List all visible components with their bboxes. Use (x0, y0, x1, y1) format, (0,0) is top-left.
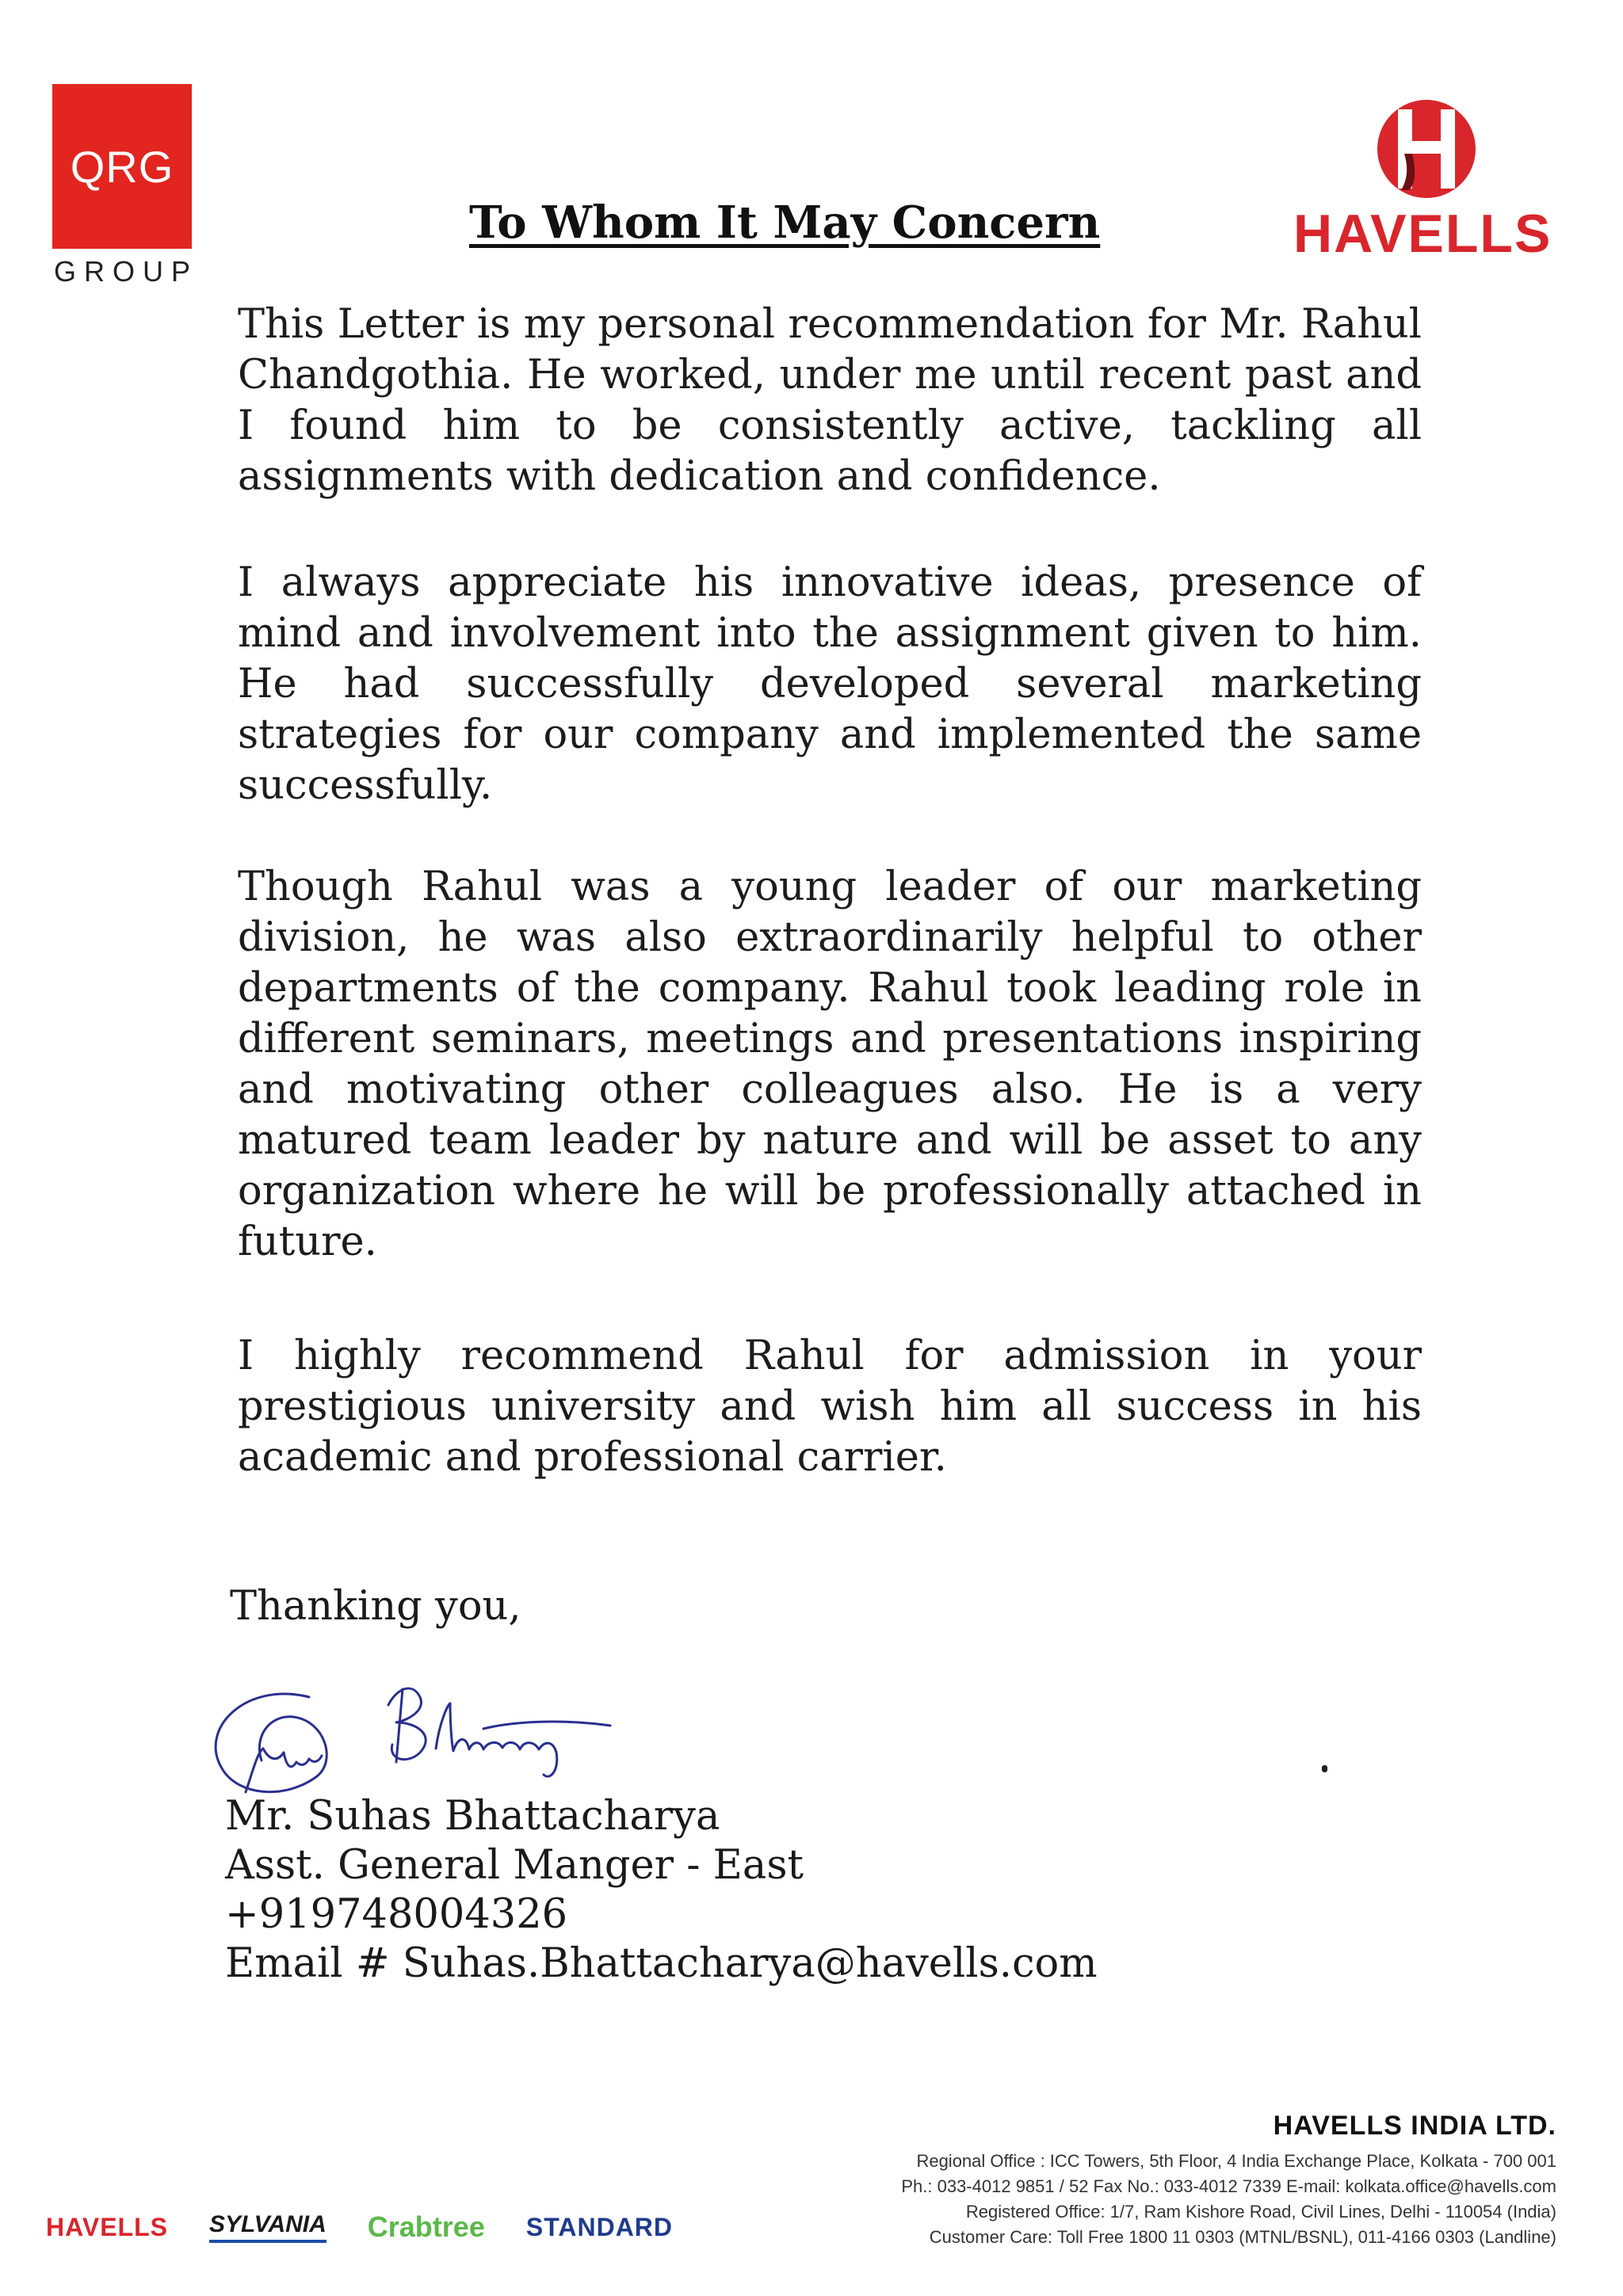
letter-title: To Whom It May Concern (469, 196, 1101, 249)
footer-line: Registered Office: 1/7, Ram Kishore Road, Civil Lines, Delhi - 110054 (India) (965, 2202, 1556, 2222)
brand-crabtree: Crabtree (367, 2210, 485, 2243)
paragraph-4: I highly recommend Rahul for admission in your prestigious university and wish him all success in his academic and professional carrier. (238, 1333, 1422, 1481)
brand-sylvania: SYLVANIA (209, 2211, 327, 2243)
signer-phone: +919748004326 (225, 1891, 568, 1938)
havells-wordmark: HAVELLS (1293, 204, 1552, 264)
closing: Thanking you, (230, 1583, 521, 1630)
footer-line: Regional Office : ICC Towers, 5th Floor, 4 India Exchange Place, Kolkata - 700 001 (916, 2151, 1556, 2171)
qrg-group-label: GROUP (54, 255, 199, 288)
signature-block (225, 1792, 1098, 1989)
ink-dot (1322, 1765, 1327, 1772)
signer-name: Mr. Suhas Bhattacharya (225, 1793, 720, 1840)
brand-standard: STANDARD (525, 2212, 674, 2241)
signer-designation: Asst. General Manger - East (225, 1842, 804, 1889)
paragraph-2: I always appreciate his innovative ideas, presence of mind and involvement into the assignment given to him. He had successfully developed several marketing strategies for our company and implemented the same successfully. (238, 559, 1422, 809)
brand-strip (46, 2210, 673, 2244)
signer-email: Email # Suhas.Bhattacharya@havells.com (225, 1940, 1098, 1987)
footer-line: Ph.: 033-4012 9851 / 52 Fax No.: 033-4012 7339 E-mail: kolkata.office@havells.com (901, 2176, 1556, 2196)
footer-line: Customer Care: Toll Free 1800 11 0303 (MTNL/BSNL), 011-4166 0303 (Landline) (929, 2227, 1556, 2247)
paragraph-1: This Letter is my personal recommendation for Mr. Rahul Chandgothia. He worked, under me until recent past and I found him to be consistently active, tackling all assignments with dedication and confidence. (238, 301, 1422, 500)
qrg-logo (52, 84, 192, 249)
brand-havells: HAVELLS (46, 2212, 168, 2241)
footer-address (901, 2149, 1556, 2250)
paragraph-3: Though Rahul was a young leader of our marketing division, he was also extraordinarily helpful to other departments of the company. Rahul took leading role in different seminars, meetings and presentations inspiring and motivating other colleagues also. He is a very matured team leader by nature and will be asset to any organization where he will be professionally attached in future. (238, 864, 1422, 1265)
footer-company: HAVELLS INDIA LTD. (1273, 2111, 1556, 2141)
havells-logo-icon (1363, 86, 1490, 212)
qrg-logo-text: QRG (52, 84, 192, 249)
